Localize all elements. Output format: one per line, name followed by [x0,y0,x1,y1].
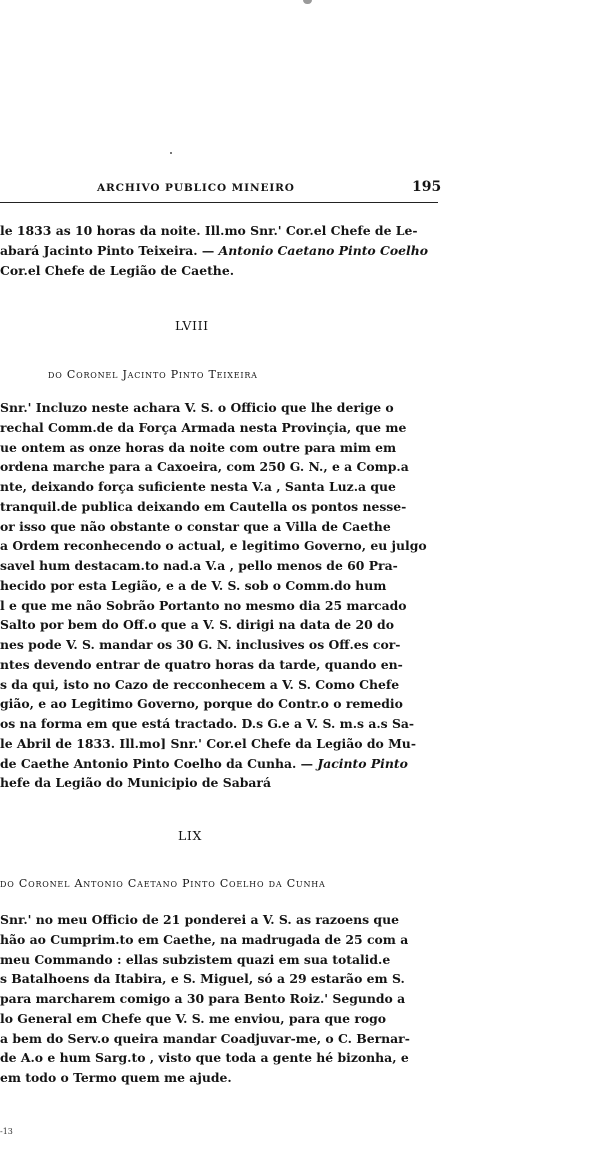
text-line: nte, deixando força suficiente nesta V.a , Santa Luz.a que [0,479,396,494]
text-line: os na forma em que está tractado. D.s G.e a V. S. m.s a.s Sa- [0,716,415,731]
text-line: de Caethe Antonio Pinto Coelho da Cunha. — Jacinto Pinto [0,755,408,771]
text-line: ue ontem as onze horas da noite com outre para mim em [0,439,397,455]
scan-speck [170,152,172,154]
text-line: de A.o e hum Sarg.to , visto que toda a gente hé bizonha, e [0,1050,409,1066]
section-numeral-lviii: LVIII [175,318,209,333]
author-signature: Jacinto Pinto [317,755,408,771]
text-line: hecido por esta Legião, e a de V. S. sob o Comm.do hum [0,577,387,593]
text-line: lo General em Chefe que V. S. me enviou, para que rogo [0,1010,387,1026]
running-title: ARCHIVO PUBLICO MINEIRO [97,182,295,194]
text-line: hão ao Cumprim.to em Caethe, na madrugada de 25 com a [0,931,409,947]
text-line: em todo o Termo quem me ajude. [0,1070,232,1085]
text-line: s Batalhoens da Itabira, e S. Miguel, só a 29 estarão em S. [0,971,405,987]
text-line: Cor.el Chefe de Legião de Caethe. [0,262,235,278]
printer-signature-mark: -13 [0,1127,13,1136]
section-numeral-lix: LIX [178,828,202,843]
letter-lviii-body [0,398,448,793]
text-line: l e que me não Sobrão Portanto no mesmo dia 25 marcado [0,597,407,613]
section-heading-lix: do Coronel Antonio Caetano Pinto Coelho da Cunha [0,877,326,890]
text-line: gião, e ao Legitimo Governo, porque do Contr.o o remedio [0,696,403,712]
text-line: ntes devendo entrar de quatro horas da tarde, quando en- [0,656,403,672]
text-line: or isso que não obstante o constar que a Villa de Caethe [0,518,391,534]
text-line: hefe da Legião do Municipio de Sabará [0,775,271,791]
letter-lix-body [0,910,448,1088]
text-line: Snr.' Incluzo neste achara V. S. o Officio que lhe derige o [0,400,394,415]
scan-mark [303,0,312,4]
text-line: tranquil.de publica deixando em Cautella os pontos nesse- [0,498,407,514]
text-line: abará Jacinto Pinto Teixeira. — Antonio Caetano Pinto Coelho [0,242,428,258]
text-line: savel hum destacam.to nad.a V.a , pello menos de 60 Pra- [0,558,398,573]
text-line: le 1833 as 10 horas da noite. Ill.mo Snr.' Cor.el Chefe de Le- [0,223,418,238]
header-rule [0,202,438,203]
text-line: ordena marche para a Caxoeira, com 250 G. N., e a Comp.a [0,459,409,475]
page-number: 195 [412,179,442,195]
text-line: a Ordem reconhecendo o actual, e legitimo Governo, eu julgo [0,538,427,554]
section-heading-lviii: do Coronel Jacinto Pinto Teixeira [48,368,258,381]
text-line: nes pode V. S. mandar os 30 G. N. inclusives os Off.es cor- [0,637,401,652]
top-paragraph [0,221,448,280]
text-line: rechal Comm.de da Força Armada nesta Provinçia, que me [0,419,407,435]
author-signature: Antonio Caetano Pinto Coelho [218,242,428,258]
text-line: para marcharem comigo a 30 para Bento Roiz.' Segundo a [0,991,406,1006]
text-line: le Abril de 1833. Ill.mo] Snr.' Cor.el Chefe da Legião do Mu- [0,735,416,751]
running-header [0,181,440,201]
text-line: a bem do Serv.o queira mandar Coadjuvar-me, o C. Bernar- [0,1030,410,1046]
text-line: Snr.' no meu Officio de 21 ponderei a V. S. as razoens que [0,912,399,927]
text-line: s da qui, isto no Cazo de recconhecem a V. S. Como Chefe [0,676,400,692]
text-line: meu Commando : ellas subzistem quazi em sua totalid.e [0,951,391,967]
text-line: Salto por bem do Off.o que a V. S. dirigi na data de 20 do [0,617,394,633]
